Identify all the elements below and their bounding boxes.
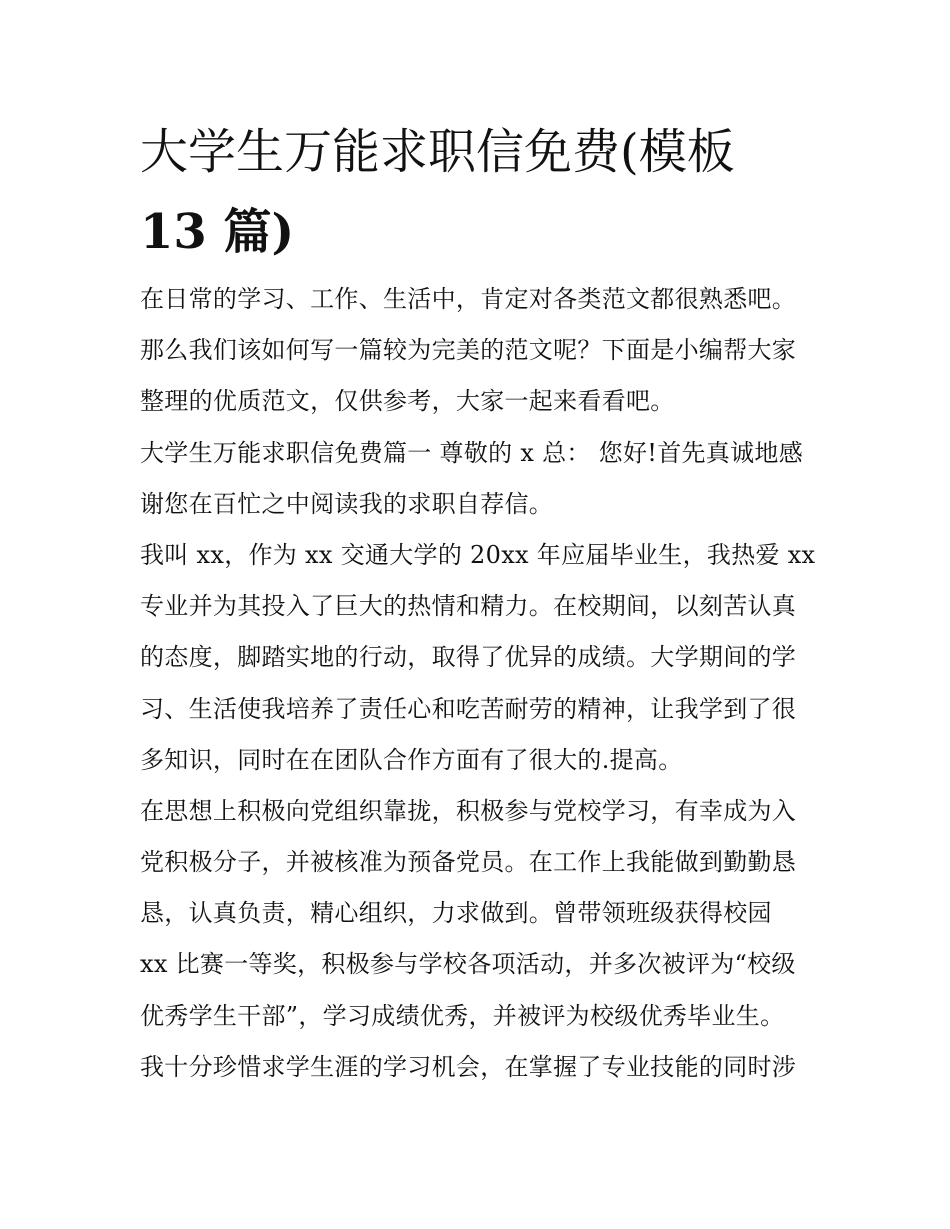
document-title (140, 112, 820, 272)
body-line: 我叫 xx，作为 xx 交通大学的 20xx 年应届毕业生，我热爱 xx (140, 540, 816, 569)
body-line: 恳，认真负责，精心组织，力求做到。曾带领班级获得校园 (140, 899, 772, 928)
body-line: 专业并为其投入了巨大的热情和精力。在校期间，以刻苦认真 (140, 592, 797, 621)
body-line: 在日常的学习、工作、生活中，肯定对各类范文都很熟悉吧。 (140, 285, 797, 313)
title-line-1: 大学生万能求职信免费(模板 (140, 124, 735, 180)
body-line: 我十分珍惜求学生涯的学习机会，在掌握了专业技能的同时涉 (140, 1052, 797, 1081)
body-line: xx 比赛一等奖，积极参与学校各项活动，并多次被评为“校级 (140, 950, 796, 979)
body-line: 谢您在百忙之中阅读我的求职自荐信。 (140, 489, 554, 518)
body-line: 在思想上积极向党组织靠拢，积极参与党校学习，有幸成为入 (140, 796, 797, 825)
body-line: 优秀学生干部”，学习成绩优秀，并被评为校级优秀毕业生。 (140, 1001, 785, 1030)
body-line: 的态度，脚踏实地的行动，取得了优异的成绩。大学期间的学 (140, 643, 797, 672)
body-line: 习、生活使我培养了责任心和吃苦耐劳的精神，让我学到了很 (140, 694, 797, 723)
body-line: 多知识，同时在在团队合作方面有了很大的.提高。 (140, 745, 683, 774)
title-line-2: 13 篇) (140, 204, 295, 260)
body-line: 大学生万能求职信免费篇一 尊敬的 x 总： 您好!首先真诚地感 (140, 438, 803, 467)
body-line: 党积极分子，并被核准为预备党员。在工作上我能做到勤勤恳 (140, 848, 797, 877)
body-line: 整理的优质范文，仅供参考，大家一起来看看吧。 (140, 387, 675, 416)
document-body (140, 274, 830, 1093)
body-line: 那么我们该如何写一篇较为完美的范文呢？下面是小编帮大家 (140, 336, 797, 365)
